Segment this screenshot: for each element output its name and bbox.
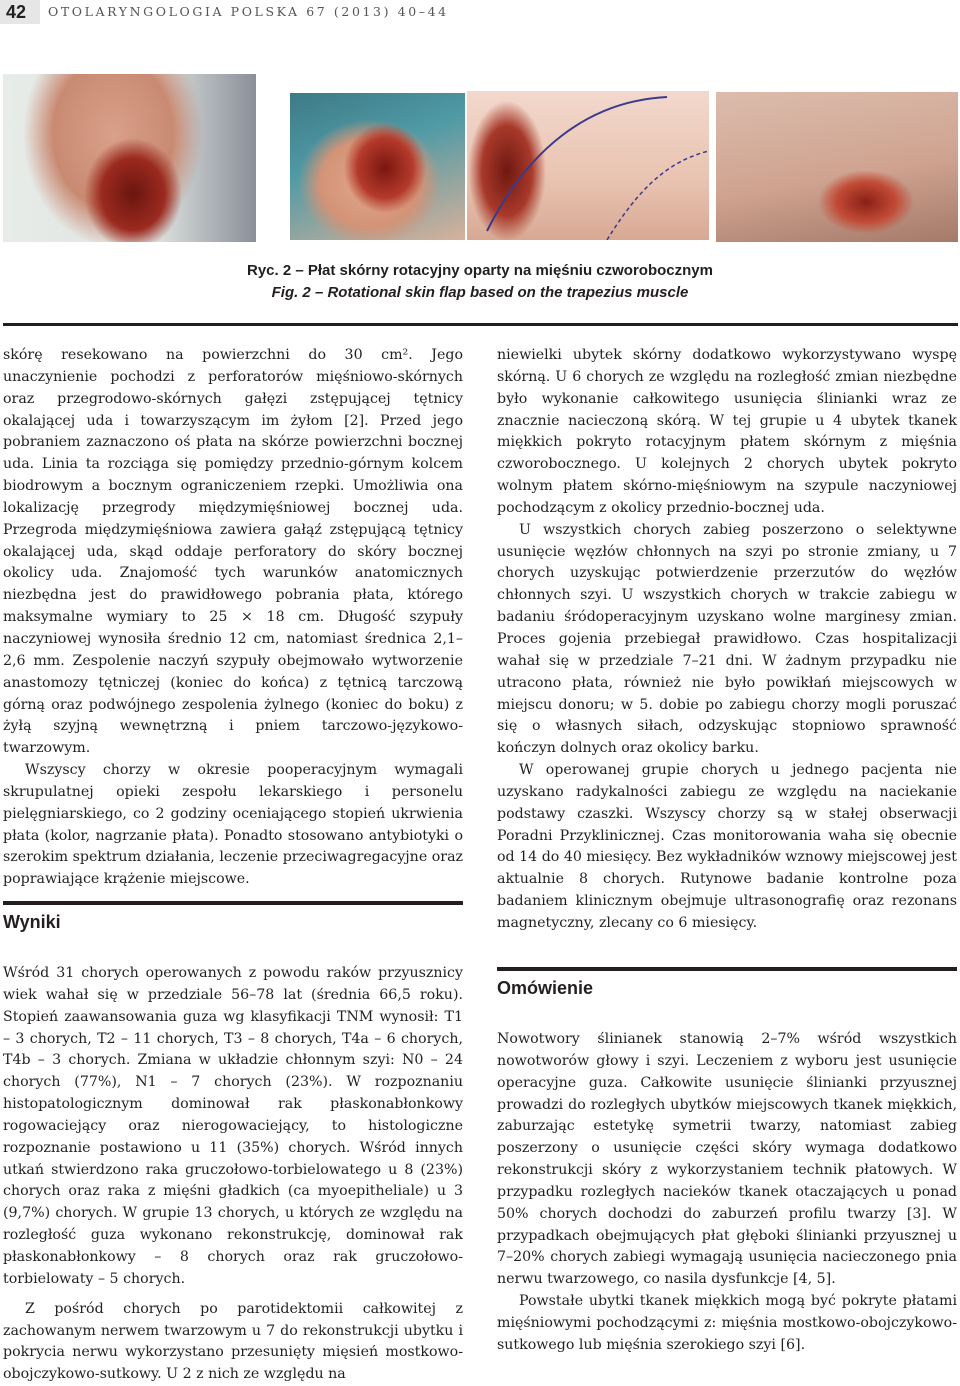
top-rule bbox=[3, 323, 958, 326]
figure-caption-pl: Ryc. 2 – Płat skórny rotacyjny oparty na mięśniu czworobocznym bbox=[247, 262, 713, 279]
left-column-top bbox=[3, 345, 463, 891]
right-paragraph-1: niewielki ubytek skórny dodatkowo wykorzystywano wyspę skórną. U 6 chorych ze względu na rozległość zmian niezbędne było wykonanie całkowitego usunięcia ślinianki wraz ze znacznie nacieczoną skórą. W tej grupie u 4 ubytek tkanek miękkich pokryto rotacyjnym płatem skórnym z mięśnia czworobocznego. U kolejnych 2 chorych ubytek pokryto wolnym płatem skórno-mięśniowym na szypule naczyniowej pochodzącym z okolicy przednio-bocznej uda. bbox=[497, 347, 957, 516]
results-section-rule bbox=[3, 901, 463, 905]
journal-header: OTOLARYNGOLOGIA POLSKA 67 (2013) 40–44 bbox=[48, 4, 449, 19]
left-paragraph-4: Z pośród chorych po parotidektomii całkowitej z zachowanym nerwem twarzowym u 7 do rekonstrukcji ubytku i pokrycia nerwu wykorzystano przesunięty mięsień mostkowo-obojczykowo-sutkowy. U 2 z nich ze względu na bbox=[3, 1300, 463, 1383]
right-paragraph-4: Nowotwory ślinianek stanowią 2–7% wśród wszystkich nowotworów głowy i szyi. Leczeniem z wyboru jest usunięcie operacyjne guza. Całkowite usunięcie ślinianki przyusznej prowadzi do rozległych ubytków miejscowych tkanek miękkich, zaburzając estetykę symetrii twarzy, natomiast zabieg poszerzony o usunięcie części skóry wymaga dodatkowo rekonstrukcji skóry z wykorzystaniem technik płatowych. W przypadku rozległych nacieków tkanek otaczających u ponad 50% chorych dochodzi do zaburzeń profilu twarzy [3]. W przypadkach obejmujących płat głęboki ślinianki przyusznej u 7–20% chorych zabiegi wymagają usunięcia nacieczonego pnia nerwu twarzowego, co nasila dysfunkcje [4, 5]. bbox=[497, 1031, 957, 1288]
left-paragraph-2: Wszyscy chorzy w okresie pooperacyjnym wymagali skrupulatnej opieki zespołu lekarskiego i personelu pielęgniarskiego, co 2 godziny oceniającego stopień ukrwienia płata (kolor, nagrzanie płata). Ponadto stosowano antybiotyki o szerokim spektrum działania, leczenie przeciwagregacyjne oraz poprawiające krążenie miejscowe. bbox=[3, 762, 463, 888]
right-paragraph-3: W operowanej grupie chorych u jednego pacjenta nie uzyskano radykalności zabiegu ze względu na naciekanie podstawy czaszki. Wszyscy chorzy są w stałej obserwacji Poradni Przyklinicznej. Czas monitorowania waha się obecnie od 14 do 40 miesięcy. Bez wykładników wznowy miejscowej jest aktualnie 8 chorych. Rutynowe badanie kontrolne poza badaniem klinicznym obejmuje ultrasonografię oraz rezonans magnetyczny, zlecany co 6 miesięcy. bbox=[497, 762, 958, 931]
left-paragraph-1: skórę resekowano na powierzchni do 30 cm². Jego unaczynienie pochodzi z perforatorów mięśniowo-skórnych oraz przegrodowo-skórnych gałęzi zstępującej tętnicy okalającej uda i towarzyszącym im żyłom [2]. Przed jego pobraniem zaznaczono oś płata na skórze powierzchni bocznej uda. Linia ta rozciąga się pomiędzy przednio-górnym kolcem biodrowym a bocznym ograniczeniem rzepki. Umożliwia ona lokalizację przegrody międzymięśniowej bocznej uda. Przegroda międzymięśniowa zawiera gałąź zstępującą tętnicy okalającej uda, skąd oddaje perforatory do skóry bocznej okolicy uda. Znajomość tych warunków anatomicznych niezbędna jest do prawidłowego pobrania płata, którego maksymalne wymiary to 25 × 18 cm. Długość szypuły naczyniowej wynosiła średnio 12 cm, natomiast średnica 2,1–2,6 mm. Zespolenie naczyń szypuły obejmowało wytworzenie anastomozy tętniczej (koniec do końca) z tętnicą tarczową górną oraz podwójnego zespolenia żylnego (koniec do boku) z żyłą szyjną wewnętrzną i pniem tarczowo-językowo-twarzowym. bbox=[3, 347, 463, 757]
page-number: 42 bbox=[0, 0, 40, 24]
right-column-top bbox=[497, 345, 957, 935]
right-paragraph-5: Powstałe ubytki tkanek miękkich mogą być pokryte płatami mięśniowymi pochodzącymi z: mięśnia mostkowo-obojczykowo-sutkowego lub mięśnia szerokiego szyi [6]. bbox=[497, 1293, 957, 1353]
flap-marking-line bbox=[467, 91, 709, 240]
figure-photo-flap-marking bbox=[467, 91, 709, 240]
figure-photo-flap-rotation bbox=[716, 92, 958, 242]
figure-photo-resection bbox=[290, 93, 465, 240]
figure-photo-patient bbox=[3, 74, 256, 242]
discussion-heading: Omówienie bbox=[497, 978, 594, 998]
left-paragraph-3: Wśród 31 chorych operowanych z powodu raków przyusznicy wiek wahał się w przedziale 56–78 lat (średnia 66,5 roku). Stopień zaawansowania guza wg klasyfikacji TNM wynosił: T1 – 3 chorych, T2 – 11 chorych, T3 – 8 chorych, T4a – 6 chorych, T4b – 3 chorych. Zmiana w układzie chłonnym szyi: N0 – 24 chorych (77%), N1 – 7 chorych (23%). W rozpoznaniu histopatologicznym dominował rak płaskonabłonkowy rogowaciejący oraz nierogowaciejący, to histologiczne rozpoznanie postawiono u 11 (35%) chorych. Wśród innych utkań stwierdzono raka gruczołowo-torbielowatego u 8 (23%) chorych oraz raka z mięśni gładkich (ca myoepitheliale) u 3 (9,7%) chorych. W grupie 13 chorych, u których ze względu na rozległość guza wykonano rekonstrukcję, dominował rak płaskonabłonkowy – 8 chorych oraz rak gruczołowo-torbielowaty – 5 chorych. bbox=[3, 965, 463, 1287]
right-column-bottom bbox=[497, 1029, 957, 1357]
results-heading: Wyniki bbox=[3, 912, 61, 932]
figure-caption-en: Fig. 2 – Rotational skin flap based on the trapezius muscle bbox=[271, 284, 689, 301]
right-paragraph-2: U wszystkich chorych zabieg poszerzono o selektywne usunięcie węzłów chłonnych na szyi po stronie zmiany, u 7 chorych uzyskując potwierdzenie przerzutów do węzłów chłonnych szyi. U wszystkich chorych w trakcie zabiegu w badaniu śródoperacyjnym uzyskano wolne marginesy zmian. Proces gojenia przebiegał prawidłowo. Czas hospitalizacji wahał się w przedziale 7–21 dni. W żadnym przypadku nie utracono płata, również nie było powikłań miejscowych w miejscu donoru; w 5. dobie po zabiegu chorzy mogli poruszać się o własnych siłach, odzyskując stopniowo sprawność kończyn dolnych oraz okolicy barku. bbox=[497, 521, 957, 757]
discussion-section-rule bbox=[497, 967, 957, 971]
left-column-bottom bbox=[3, 963, 463, 1386]
